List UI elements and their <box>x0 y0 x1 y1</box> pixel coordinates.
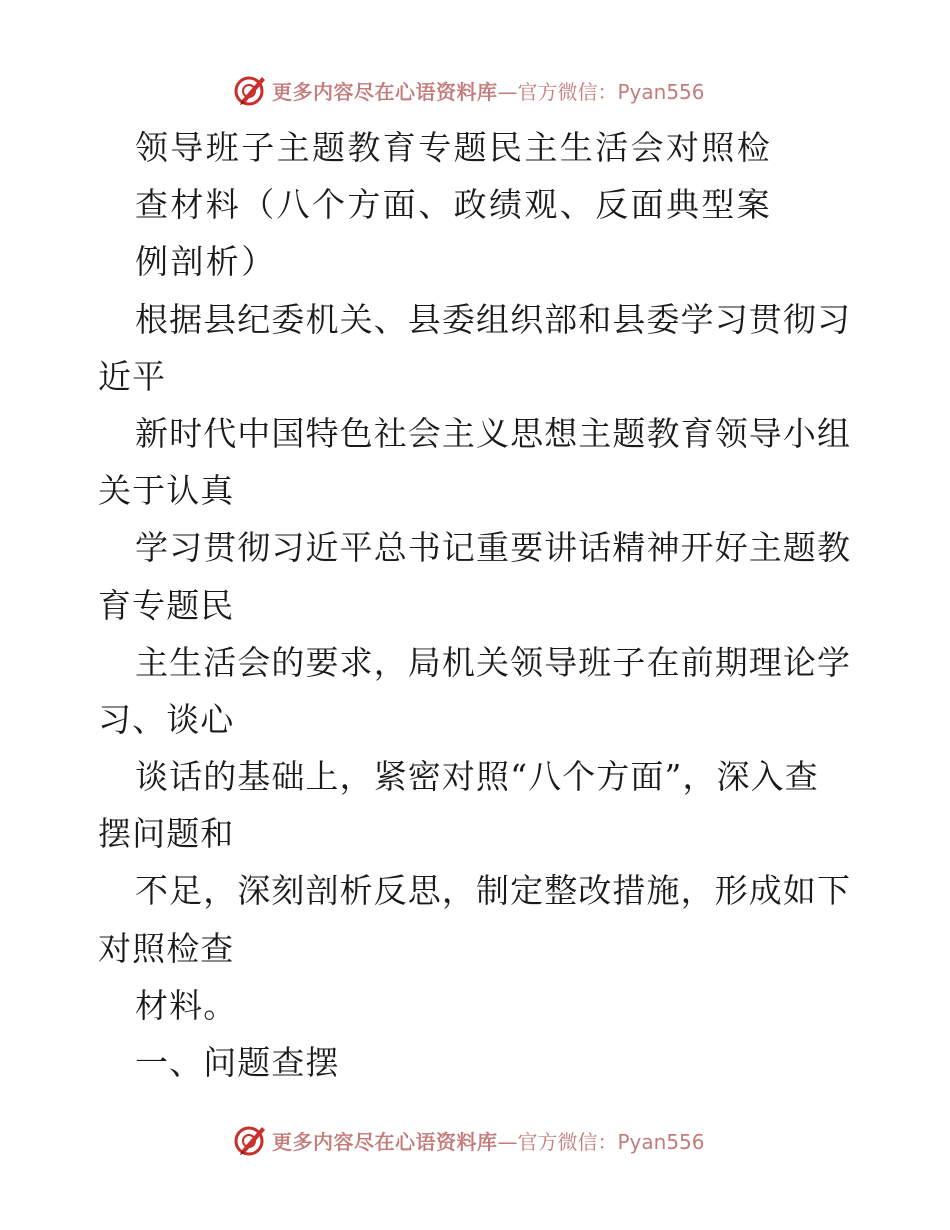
paragraph-line: 育专题民 <box>98 585 235 625</box>
paragraph-line: 摆问题和 <box>98 814 235 854</box>
watermark-sub-text: —官方微信：Pyan556 <box>497 1129 705 1154</box>
watermark-sub-text: —官方微信：Pyan556 <box>497 79 705 104</box>
document-body <box>98 119 858 1091</box>
brush-logo-icon <box>232 1122 268 1158</box>
paragraph-line: 新时代中国特色社会主义思想主题教育领导小组 <box>135 413 852 453</box>
watermark-main-text: 更多内容尽在心语资料库 <box>272 1129 498 1154</box>
brush-logo-icon <box>232 72 268 108</box>
title-line: 查材料（八个方面、政绩观、反面典型案 <box>135 185 773 225</box>
paragraph-line: 习、谈心 <box>98 699 235 739</box>
title-line: 领导班子主题教育专题民主生活会对照检 <box>135 128 773 167</box>
paragraph-line: 谈话的基础上，紧密对照“八个方面”，深入查 <box>135 757 819 797</box>
footer-watermark <box>232 1120 705 1160</box>
paragraph-line: 学习贯彻习近平总书记重要讲话精神开好主题教 <box>135 528 852 568</box>
paragraph-line: 关于认真 <box>98 471 235 511</box>
header-watermark <box>232 70 705 110</box>
paragraph-line: 近平 <box>98 356 167 396</box>
paragraph-line: 材料。 <box>135 985 238 1025</box>
paragraph-line: 主生活会的要求，局机关领导班子在前期理论学 <box>135 642 852 682</box>
watermark-main-text: 更多内容尽在心语资料库 <box>272 79 498 104</box>
title-line: 例剖析） <box>135 242 277 282</box>
paragraph-line: 根据县纪委机关、县委组织部和县委学习贯彻习 <box>135 299 852 339</box>
paragraph-line: 一、问题查摆 <box>135 1043 340 1082</box>
paragraph-line: 对照检查 <box>98 928 235 968</box>
paragraph-line: 不足，深刻剖析反思，制定整改措施，形成如下 <box>135 871 852 911</box>
